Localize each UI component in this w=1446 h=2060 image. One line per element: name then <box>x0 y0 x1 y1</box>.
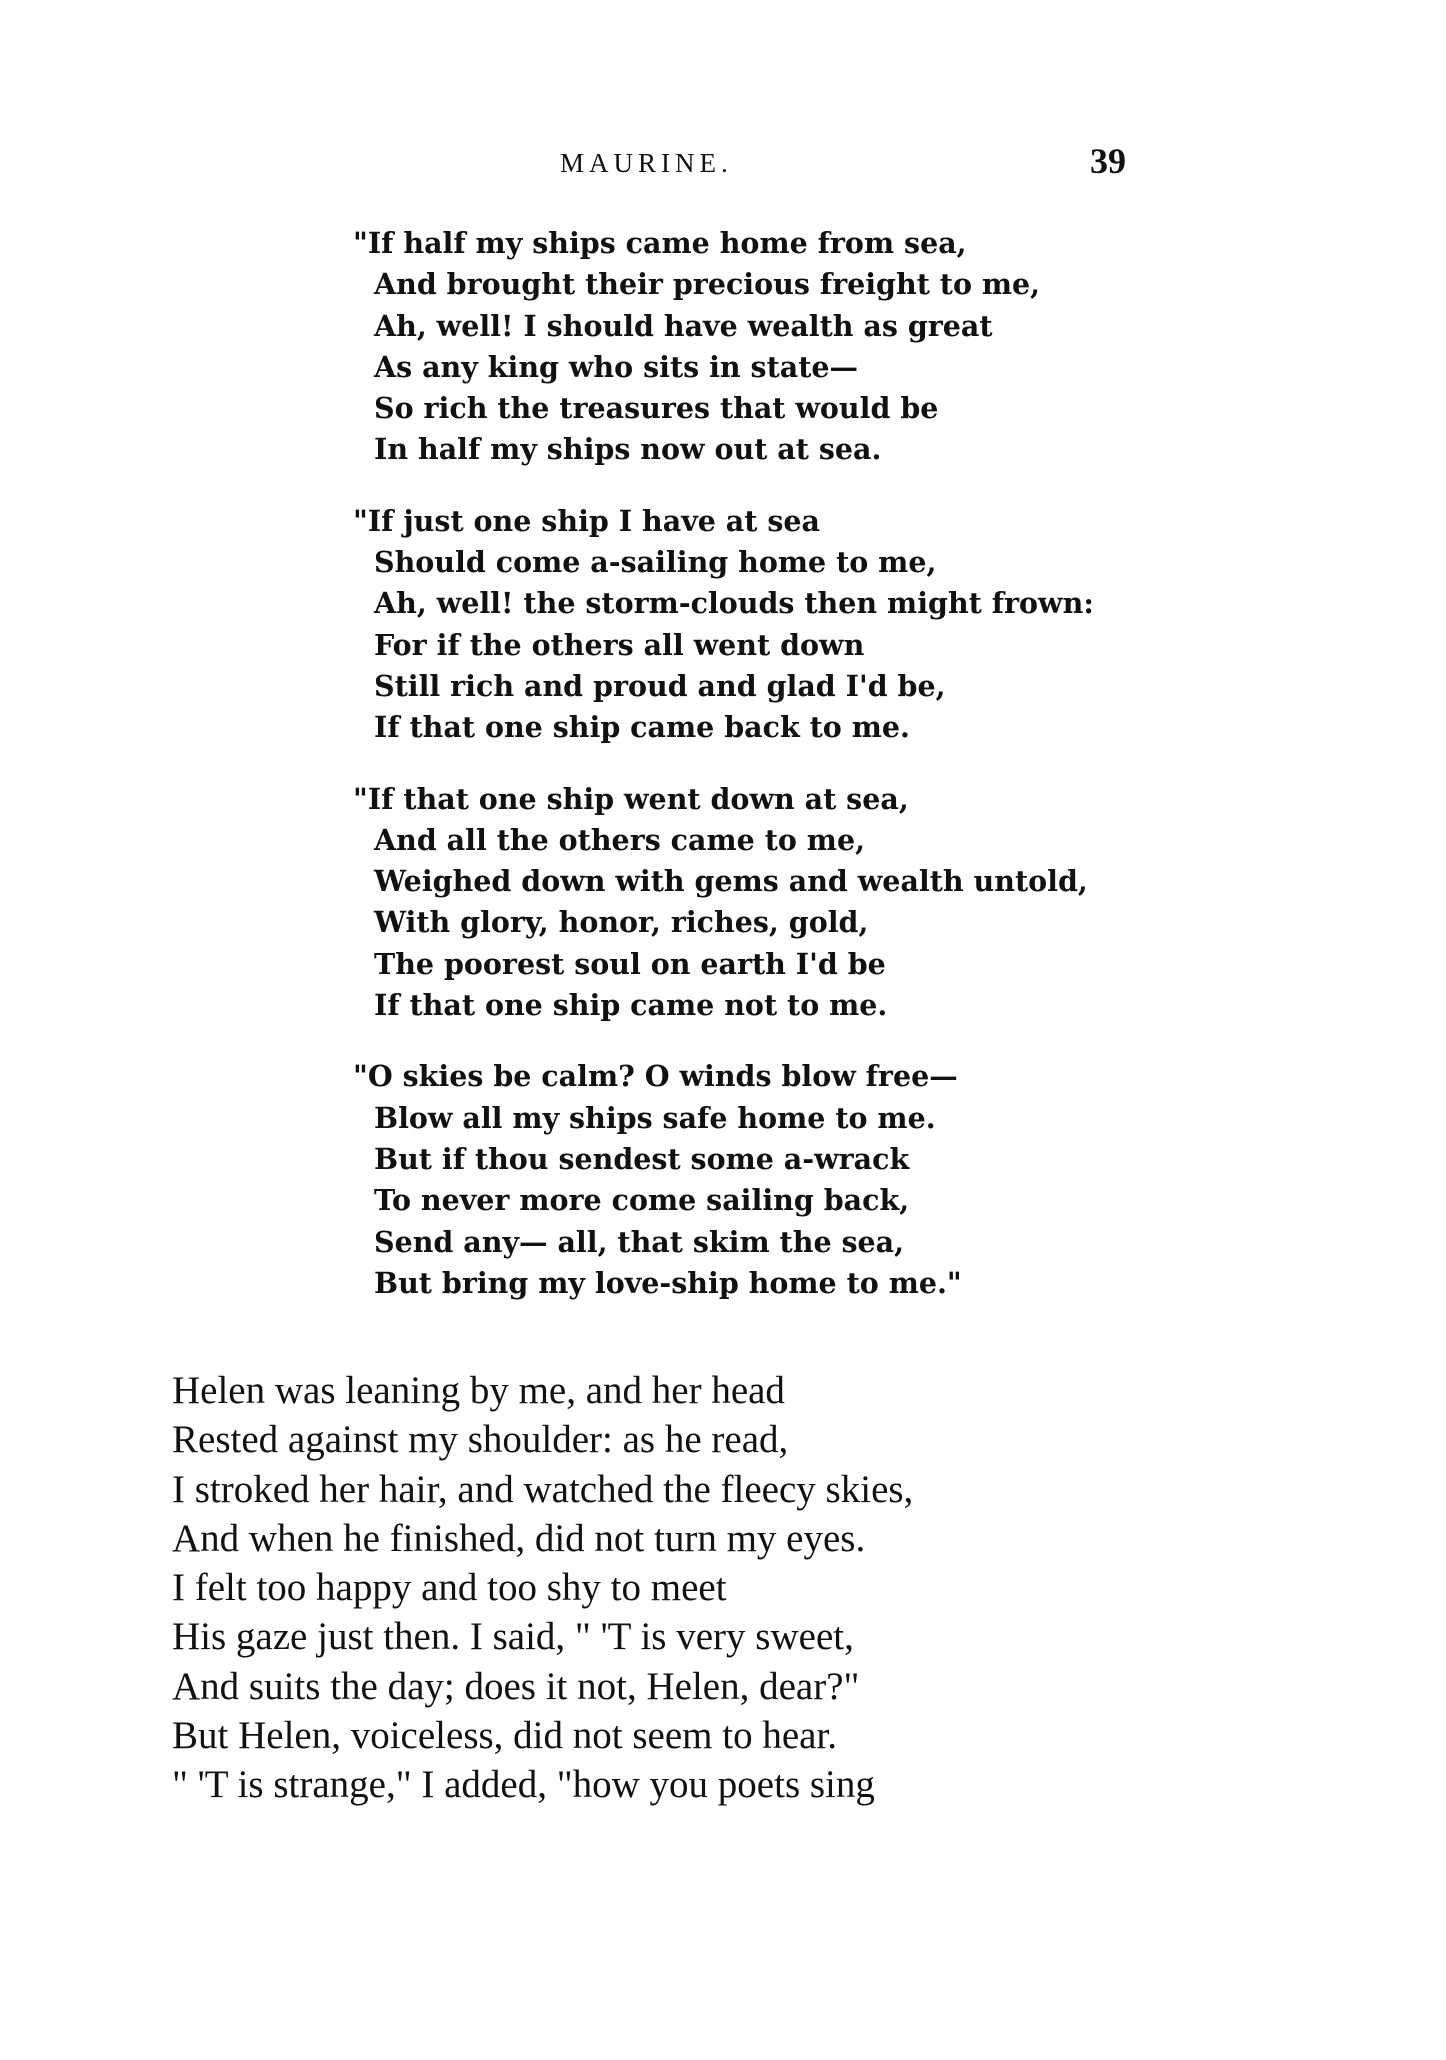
poem-line: "If that one ship went down at sea, <box>353 781 909 816</box>
poem-line: Blow all my ships safe home to me. <box>374 1100 936 1135</box>
narrative-line: And when he finished, did not turn my eyes. <box>172 1516 866 1560</box>
poem-line: Still rich and proud and glad I'd be, <box>374 668 946 703</box>
poem-line: But bring my love-ship home to me." <box>374 1265 962 1300</box>
narrative-line: I stroked her hair, and watched the fleecy skies, <box>172 1467 914 1511</box>
poem-stanza <box>353 501 1094 749</box>
poem-line: Weighed down with gems and wealth untold, <box>374 864 1088 899</box>
poem-line: If that one ship came back to me. <box>374 710 910 745</box>
poem-line: Send any— all, that skim the sea, <box>374 1224 905 1259</box>
poem-line: "If half my ships came home from sea, <box>353 226 967 260</box>
poem-line: Should come a-sailing home to me, <box>374 545 937 580</box>
poem-line: And brought their precious freight to me, <box>374 267 1041 302</box>
narrative-line: Helen was leaning by me, and her head <box>172 1369 785 1412</box>
poem-line: But if thou sendest some a-wrack <box>374 1141 910 1176</box>
poem-line: If that one ship came not to me. <box>374 988 888 1023</box>
poem-line: For if the others all went down <box>374 627 865 662</box>
running-title: MAURINE. <box>560 148 733 178</box>
narrative-line: " 'T is strange," I added, "how you poets sing <box>172 1763 875 1807</box>
poem-line: In half my ships now out at sea. <box>374 432 882 467</box>
poem-line: And all the others came to me, <box>374 822 866 857</box>
narrative-line: But Helen, voiceless, did not seem to hear. <box>172 1714 838 1758</box>
poem-line: With glory, honor, riches, gold, <box>374 905 869 940</box>
poem-line: The poorest soul on earth I'd be <box>374 946 886 981</box>
page-number: 39 <box>1090 141 1126 181</box>
poem <box>353 223 1094 1334</box>
poem-stanza <box>353 1056 1094 1304</box>
poem-line: So rich the treasures that would be <box>374 391 939 426</box>
poem-line: "If just one ship I have at sea <box>353 503 821 538</box>
poem-line: Ah, well! the storm-clouds then might frown: <box>374 586 1094 621</box>
poem-line: As any king who sits in state— <box>374 349 859 384</box>
poem-stanza <box>353 223 1094 471</box>
narrative-line: I felt too happy and too shy to meet <box>172 1566 727 1610</box>
narrative-line: His gaze just then. I said, " 'T is very sweet, <box>172 1615 854 1659</box>
narrative-line: Rested against my shoulder: as he read, <box>172 1418 789 1462</box>
narrative-paragraph <box>172 1366 913 1810</box>
poem-line: "O skies be calm? O winds blow free— <box>353 1059 958 1094</box>
narrative-line: And suits the day; does it not, Helen, dear?" <box>172 1664 860 1708</box>
poem-line: To never more come sailing back, <box>374 1183 910 1218</box>
poem-line: Ah, well! I should have wealth as great <box>374 308 993 343</box>
poem-stanza <box>353 779 1094 1027</box>
